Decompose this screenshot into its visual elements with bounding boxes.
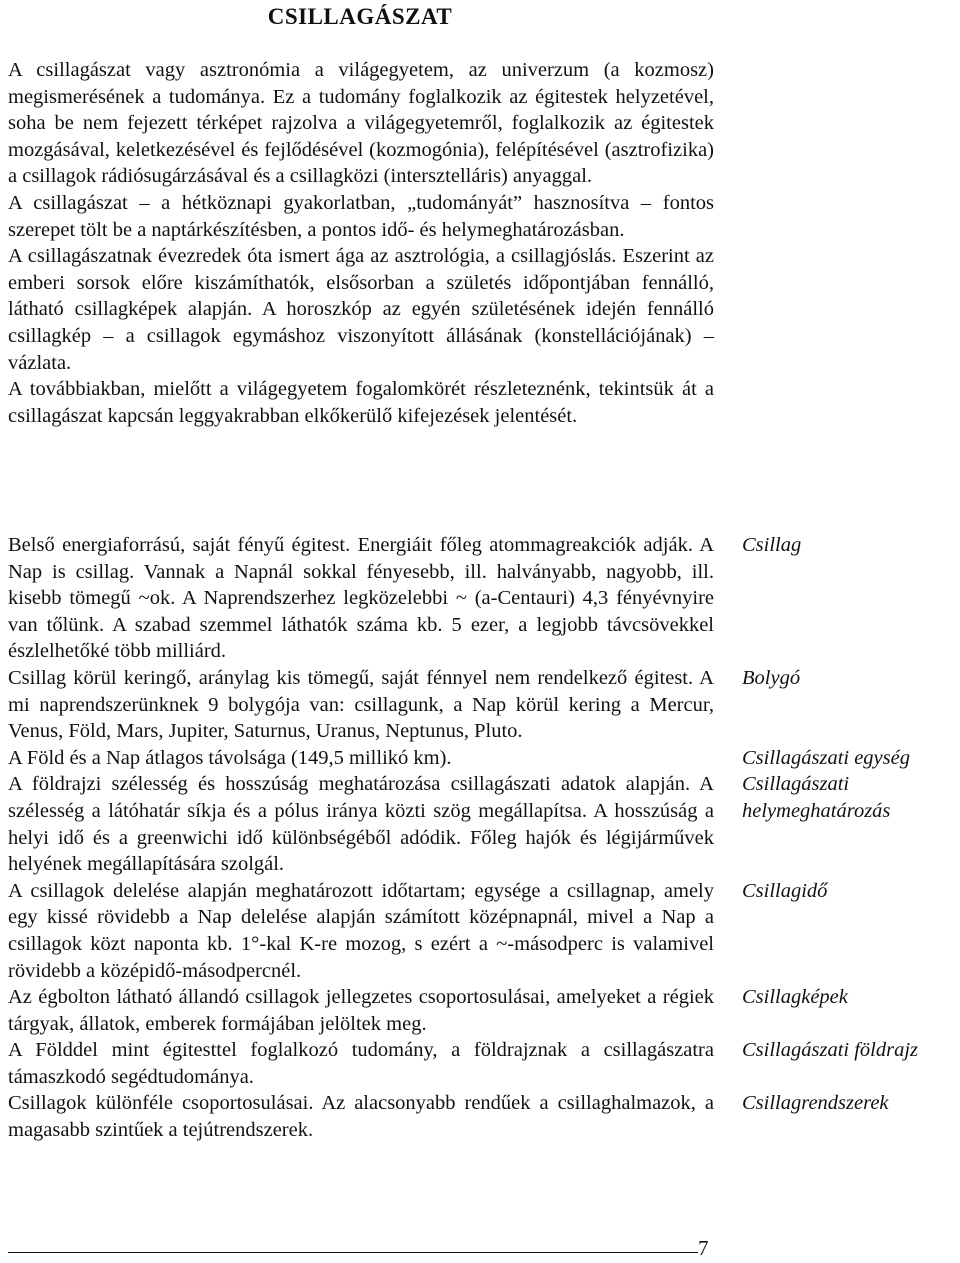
glossary-term: Csillagidő [742,879,828,902]
intro-paragraph: A továbbiakban, mielőtt a világegyetem fogalomkörét részleteznénk, tekintsük át a csillagászat kapcsán leggyakrabban elkőkerülő kifejezések jelentését. [8,378,714,427]
glossary-definition: Az égbolton látható állandó csillagok jellegzetes csoportosulásai, amelyeket a régiek tárgyak, állatok, emberek formájában jelöltek meg. [8,986,714,1035]
glossary-entry [8,665,960,745]
glossary-term: Csillagrendszerek [742,1092,889,1115]
page-number: 7 [698,1236,709,1260]
glossary-term: Csillagképek [742,986,848,1009]
glossary-definition: Csillagok különféle csoportosulásai. Az alacsonyabb rendűek a csillaghalmazok, a magasabb szintűek a tejútrendszerek. [8,1092,714,1142]
glossary-term: Csillagászati földrajz [742,1039,919,1062]
glossary [8,532,960,1144]
intro-paragraph: A csillagászatnak évezredek óta ismert ága az asztrológia, a csillagjóslás. Eszerint az emberi sorsok előre kiszámíthatók, elsősorban a születés időpontjában fennálló, látható csillagképek alapján. A horoszkóp az egyén születésének idején fennálló csillagkép – a csillagok egymáshoz viszonyított állásának (konstellációjának) – vázlata. [8,245,714,374]
glossary-entry [8,1037,960,1090]
glossary-entry [8,532,960,665]
glossary-term: Csillag [742,534,802,556]
intro-paragraph: A csillagászat – a hétköznapi gyakorlatban, „tudományát” hasznosítva – fontos szerepet tölt be a naptárkészítésben, a pontos idő- és helymeghatározásban. [8,191,714,241]
glossary-definition: Csillag körül keringő, aránylag kis tömegű, saját fénnyel nem rendelkező égitest. A mi naprendszerünknek 9 bolygója van: csillagunk, a Nap körül kering a Mercur, Venus, Föld, Mars, Jupiter, Saturnus, Uranus, Neptunus, Pluto. [8,666,714,743]
glossary-entry [8,745,960,772]
glossary-definition: Belső energiaforrású, saját fényű égitest. Energiáit főleg atommagreakciók adják. A Nap is csillag. Vannak a Napnál sokkal fényesebb, ill. halványabb, nagyobb, ill. kisebb tömegű ~ok. A Naprendszerhez legközelebbi ~ (a-Centauri) 4,3 fényévnyire van tőlünk. A szabad szemmel láthatók száma kb. 5 ezer, a legjobb távcsövekkel észlelhetőké több milliárd. [8,534,714,663]
footer-rule [8,1252,698,1253]
glossary-definition: A földrajzi szélesség és hosszúság meghatározása csillagászati adatok alapján. A szélesség a látóhatár síkja és a pólus iránya közti szög megállapítsa. A hosszúság a helyi idő és a greenwichi idő különbségéből adódik. Főleg hajók és légijárművek helyének megállapítására szolgál. [8,773,714,876]
glossary-definition: A Föld és a Nap átlagos távolsága (149,5 millikó km). [8,746,452,769]
glossary-definition: A csillagok delelése alapján meghatározott időtartam; egysége a csillagnap, amely egy kissé rövidebb a Nap delelése alapján számított középnapnál, mivel a Nap a csillagok közt naponta kb. 1°-kal K-re mozog, s ezért a ~-másodperc is valamivel rövidebb a középidő-másodpercnél. [8,879,714,982]
glossary-entry [8,1090,960,1143]
glossary-term: Csillagászati egység [742,746,910,769]
glossary-term: Csillagászati helymeghatározás [742,773,891,822]
page-title: CSILLAGÁSZAT [267,4,453,29]
intro-paragraph: A csillagászat vagy asztronómia a világegyetem, az univerzum (a kozmosz) megismerésének a tudománya. Ez a tudomány foglalkozik az égitestek helyzetével, soha be nem fejezett térképet rajzolva a világegyetemről, foglalkozik az égitestek mozgásával, keletkezésével és fejlődésével (kozmogónia), felépítésével (asztrofizika) a csillagok rádiósugárzásával és a csillagközi (intersztelláris) anyaggal. [8,59,714,188]
glossary-definition: A Földdel mint égitesttel foglalkozó tudomány, a földrajznak a csillagászatra támaszkodó segédtudománya. [8,1039,714,1088]
glossary-term: Bolygó [742,666,801,689]
glossary-entry [8,771,960,877]
glossary-entry [8,878,960,984]
intro-section [8,57,714,429]
glossary-entry [8,984,960,1037]
